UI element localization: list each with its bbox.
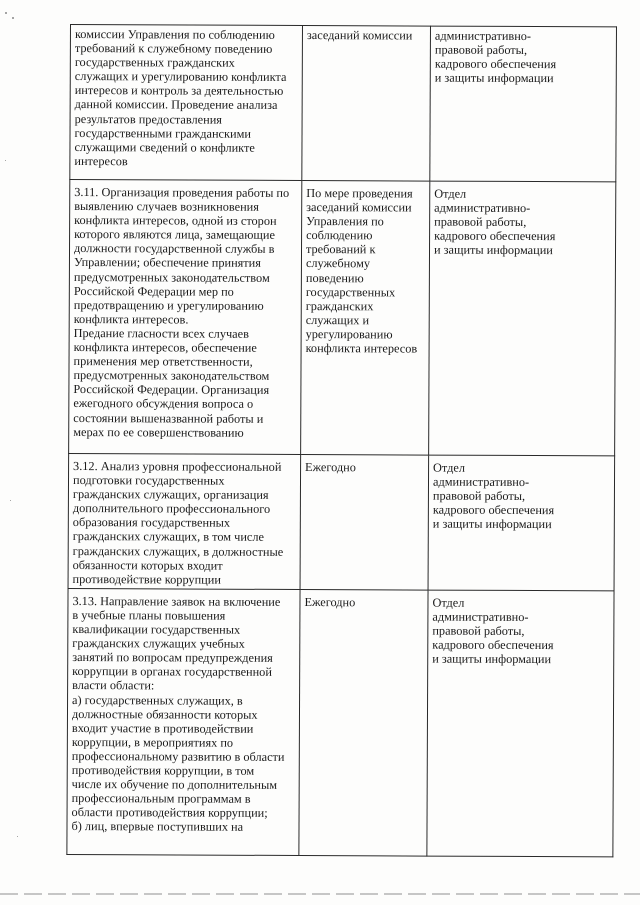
activity-cell: комиссии Управления по соблюдению требований к служебному поведению государственных гражданских служащих и урегулированию конфликта интересов и контроль за деятельностью данной комиссии. Проведение анализа результатов предоставления государственными гражданскими служащими сведений о конфликте интересов — [70, 25, 303, 181]
responsible-cell: Отдел административно- правовой работы, кадрового обеспечения и защиты информации — [428, 455, 615, 591]
scan-bottom-edge — [0, 893, 640, 895]
scan-speck — [17, 836, 18, 837]
scan-speck — [5, 12, 7, 14]
deadline-cell: заседаний комиссии — [302, 26, 431, 182]
activity-cell: 3.11. Организация проведения работы по выявлению случаев возникновения конфликта интересов, одной из сторон которого являются лица, замещающие должности государственной службы в Управлении; обеспечение принятия предусмотренных законодательством Российской Федерации мер по предотвращению и урегулированию конфликта интересов. Предание гласности всех случаев конфликта интересов, обеспечение применения мер ответственности, предусмотренных законодательством Российской Федерации. Организация ежегодного обсуждения вопроса о состоянии вышеназванной работы и мерах по ее совершенствованию — [69, 180, 302, 455]
scan-speck — [5, 160, 6, 161]
table-row — [70, 25, 617, 182]
measures-table — [66, 24, 617, 857]
responsible-cell: Отдел административно- правовой работы, кадрового обеспечения и защиты информации — [427, 590, 614, 857]
scan-speck — [10, 500, 11, 501]
table-row — [68, 453, 615, 590]
activity-cell: 3.13. Направление заявок на включение в учебные планы повышения квалификации государственных гражданских служащих учебных занятий по вопросам предупреждения коррупции в органах государственной власти области: а) государственных служащих, в должностные обязанности которых входит участие в противодействии коррупции, в мероприятиях по профессиональному развитию в области противодействия коррупции, в том числе их обучение по дополнительным профессиональным программам в области противодействия коррупции; б) лиц, впервые поступивших на — [67, 588, 300, 855]
activity-cell: 3.12. Анализ уровня профессиональной подготовки государственных гражданских служащих, организация дополнительного профессионального образования государственных гражданских служащих, в том числе гражданских служащих, в должностные обязанности которых входит противодействие коррупции — [68, 453, 301, 589]
responsible-cell: Отдел административно- правовой работы, кадрового обеспечения и защиты информации — [429, 181, 616, 456]
table-row — [69, 180, 616, 456]
responsible-cell: административно- правовой работы, кадрового обеспечения и защиты информации — [430, 26, 617, 182]
table-row — [67, 588, 614, 856]
deadline-cell: По мере проведения заседаний комиссии Управления по соблюдению требований к служебному поведению государственных гражданских служащих и урегулированию конфликта интересов — [301, 181, 430, 456]
scan-speck — [12, 17, 14, 19]
deadline-cell: Ежегодно — [299, 589, 428, 856]
deadline-cell: Ежегодно — [300, 455, 429, 590]
